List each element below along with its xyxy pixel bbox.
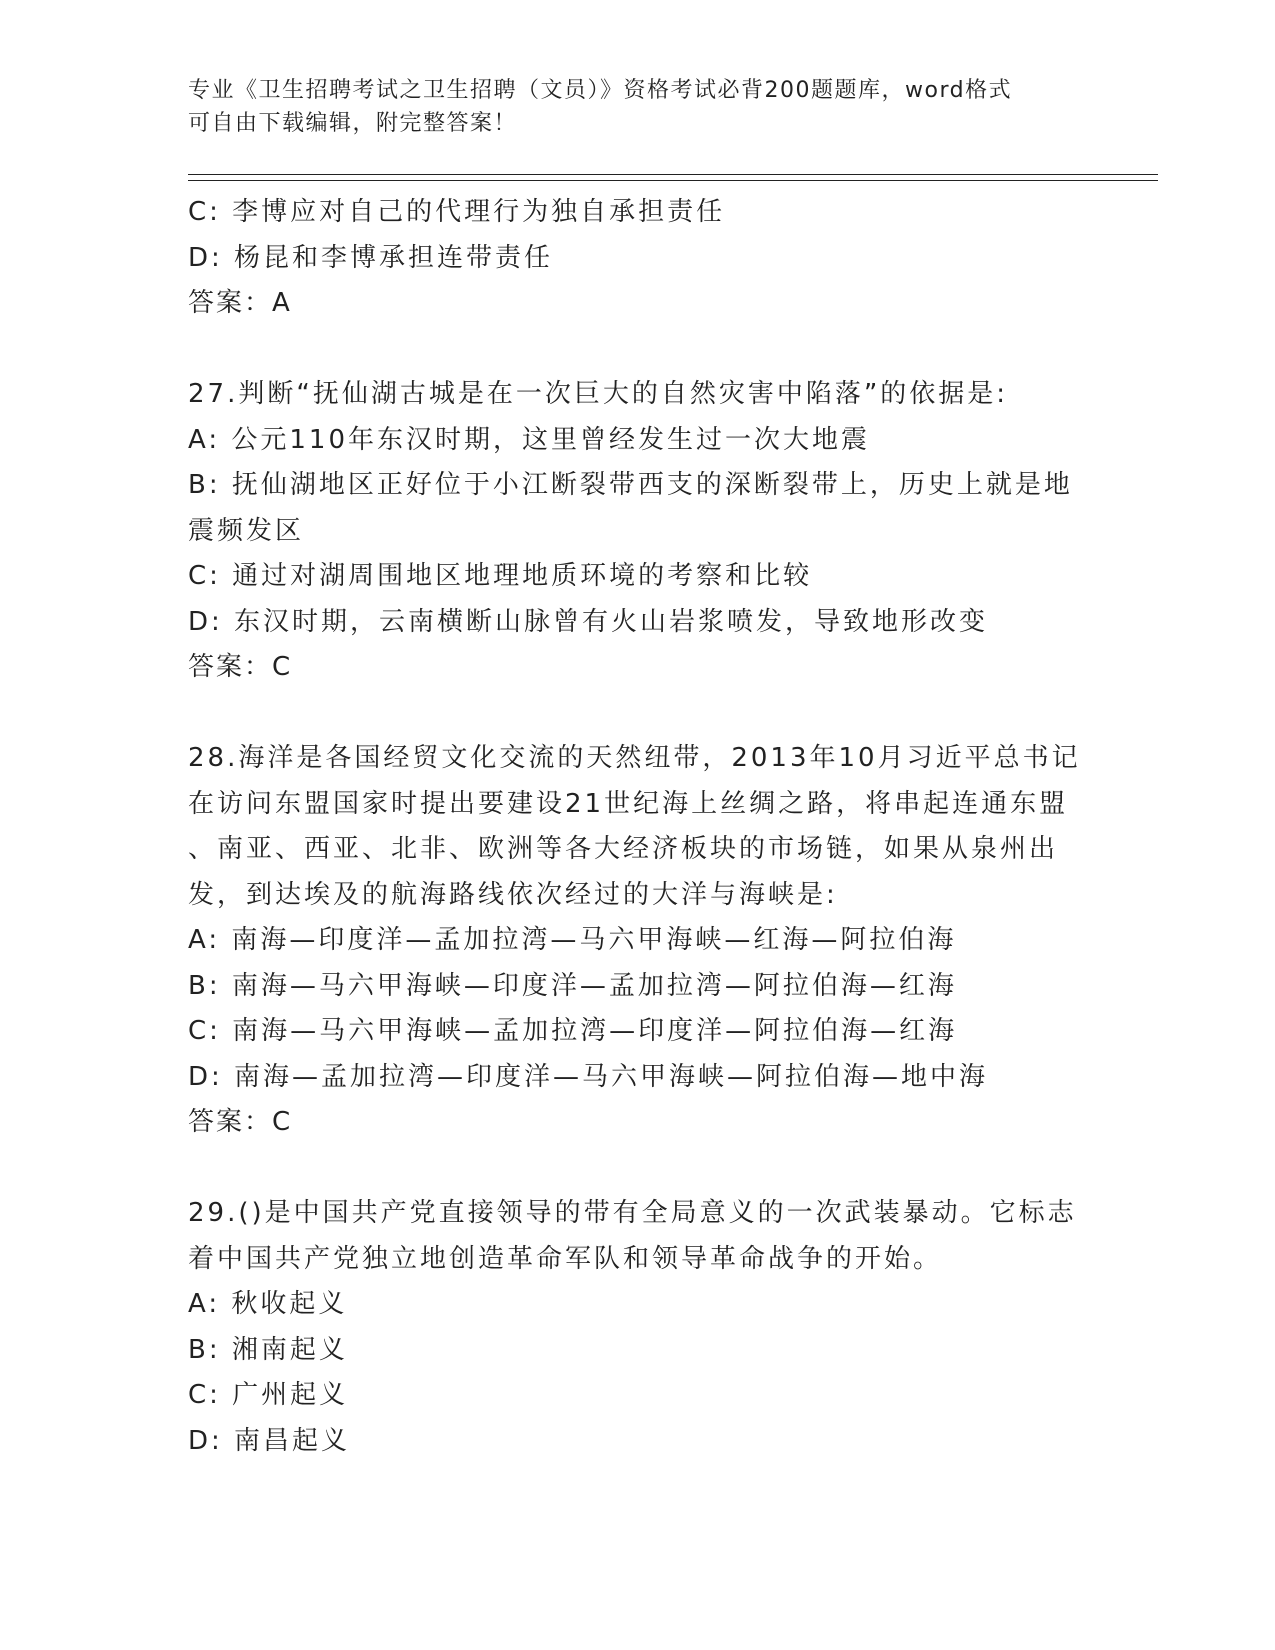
option-b-line-1: B: 抚仙湖地区正好位于小江断裂带西支的深断裂带上，历史上就是地 (188, 470, 1073, 500)
option-c: C: 通过对湖周围地区地理地质环境的考察和比较 (188, 561, 813, 591)
answer: 答案：C (188, 1107, 293, 1137)
question-stem-line-1: 28.海洋是各国经贸文化交流的天然纽带，2013年10月习近平总书记 (188, 743, 1081, 773)
spacer (188, 327, 1088, 373)
option-a: A: 公元110年东汉时期，这里曾经发生过一次大地震 (188, 424, 870, 455)
spacer (188, 1146, 1088, 1192)
option-a: A: 南海—印度洋—孟加拉湾—马六甲海峡—红海—阿拉伯海 (188, 925, 957, 955)
option-c: C: 广州起义 (188, 1380, 349, 1410)
question-stem-line-1: 29.()是中国共产党直接领导的带有全局意义的一次武装暴动。它标志 (188, 1198, 1077, 1228)
header-divider-top (188, 174, 1158, 175)
question-stem-line-2: 着中国共产党独立地创造革命军队和领导革命战争的开始。 (188, 1243, 943, 1274)
answer: 答案：C (188, 652, 293, 682)
question-stem: 27.判断“抚仙湖古城是在一次巨大的自然灾害中陷落”的依据是: (188, 379, 1009, 409)
option-b: B: 南海—马六甲海峡—印度洋—孟加拉湾—阿拉伯海—红海 (188, 970, 957, 1001)
spacer (188, 691, 1088, 737)
option-a: A: 秋收起义 (188, 1289, 348, 1319)
question-28 (188, 736, 1088, 1146)
option-d: D: 杨昆和李博承担连带责任 (188, 242, 554, 273)
question-26 (188, 190, 1088, 327)
question-27 (188, 372, 1088, 691)
option-b: B: 湘南起义 (188, 1334, 348, 1365)
header-line-1: 专业《卫生招聘考试之卫生招聘（文员）》资格考试必背200题题库，word格式 (188, 78, 1013, 103)
option-c: C: 李博应对自己的代理行为独自承担责任 (188, 197, 726, 227)
question-list (188, 190, 1088, 1464)
answer: 答案：A (188, 288, 292, 318)
question-29 (188, 1191, 1088, 1464)
header-divider-bottom (188, 180, 1158, 181)
option-d: D: 南昌起义 (188, 1425, 351, 1456)
option-c: C: 南海—马六甲海峡—孟加拉湾—印度洋—阿拉伯海—红海 (188, 1016, 958, 1046)
header-line-2: 可自由下载编辑，附完整答案！ (188, 111, 518, 136)
option-b-line-2: 震频发区 (188, 515, 305, 546)
question-stem-line-3: 、南亚、西亚、北非、欧洲等各大经济板块的市场链，如果从泉州出 (188, 834, 1059, 864)
page-header (188, 74, 1088, 140)
option-d: D: 南海—孟加拉湾—印度洋—马六甲海峡—阿拉伯海—地中海 (188, 1061, 989, 1092)
question-stem-line-2: 在访问东盟国家时提出要建设21世纪海上丝绸之路，将串起连通东盟 (188, 788, 1069, 819)
question-stem-line-4: 发，到达埃及的航海路线依次经过的大洋与海峡是: (188, 879, 838, 910)
option-d: D: 东汉时期，云南横断山脉曾有火山岩浆喷发，导致地形改变 (188, 606, 989, 637)
